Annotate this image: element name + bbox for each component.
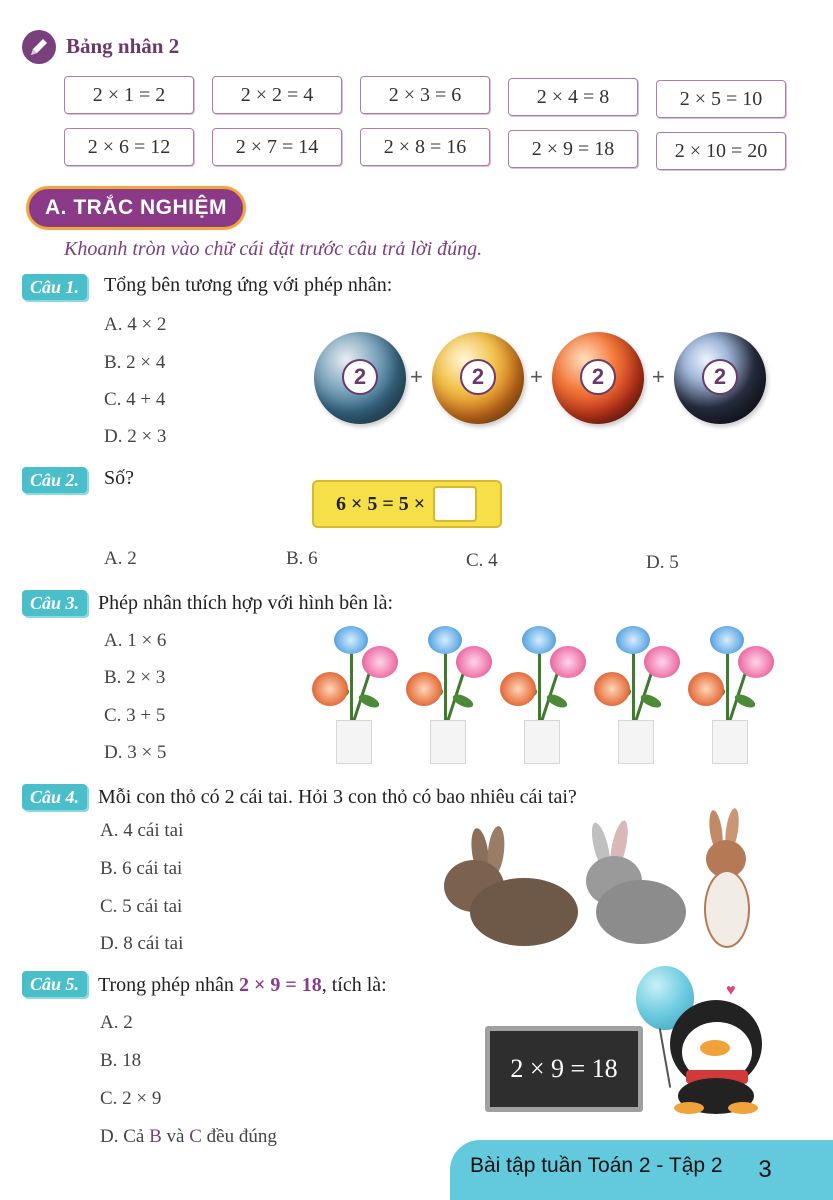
mult-fact: 2 × 3 = 6: [360, 76, 490, 114]
option-b[interactable]: B. 6 cái tai: [100, 858, 183, 879]
option-c[interactable]: C. 5 cái tai: [100, 896, 183, 917]
option-a[interactable]: A. 4 × 2: [104, 314, 167, 335]
answer-blank[interactable]: [433, 486, 477, 522]
option-c[interactable]: C. 3 + 5: [104, 705, 166, 726]
question-badge: Câu 3.: [22, 590, 87, 616]
question-text: Số?: [104, 467, 134, 489]
rabbit-image: [582, 818, 686, 948]
pencil-icon: [22, 30, 56, 64]
option-d[interactable]: D. Cả B và C đều đúng: [100, 1126, 277, 1147]
section-banner: A. TRẮC NGHIỆM: [26, 186, 246, 230]
question-badge: Câu 1.: [22, 274, 87, 300]
mult-fact: 2 × 5 = 10: [656, 80, 786, 118]
mult-fact: 2 × 8 = 16: [360, 128, 490, 166]
option-a[interactable]: A. 1 × 6: [104, 630, 167, 651]
option-d[interactable]: D. 5: [646, 552, 679, 573]
mult-fact: 2 × 7 = 14: [212, 128, 342, 166]
mult-fact: 2 × 4 = 8: [508, 78, 638, 116]
option-a[interactable]: A. 4 cái tai: [100, 820, 184, 841]
option-b[interactable]: B. 2 × 4: [104, 352, 166, 373]
marble-number: 2: [580, 359, 616, 395]
product-expression: 2 × 9 = 18: [238, 974, 322, 996]
option-b[interactable]: B. 2 × 3: [104, 667, 166, 688]
table-title: Bảng nhân 2: [66, 34, 180, 58]
equation-text: 6 × 5 = 5 ×: [336, 492, 426, 515]
option-b[interactable]: B. 6: [286, 548, 318, 569]
option-d[interactable]: D. 8 cái tai: [100, 933, 184, 954]
option-d[interactable]: D. 3 × 5: [104, 742, 167, 763]
flower-pot-image: [592, 624, 676, 766]
marble-number: 2: [460, 359, 496, 395]
question-text: Trong phép nhân 2 × 9 = 18, tích là:: [98, 974, 387, 996]
option-b[interactable]: B. 18: [100, 1050, 142, 1071]
option-a[interactable]: A. 2: [104, 548, 137, 569]
mult-fact: 2 × 2 = 4: [212, 76, 342, 114]
option-c[interactable]: C. 4: [466, 550, 498, 571]
rabbit-image: [440, 824, 580, 948]
question-text: Tổng bên tương ứng với phép nhân:: [104, 274, 393, 296]
flower-pot-image: [404, 624, 488, 766]
question-badge: Câu 4.: [22, 784, 87, 810]
flower-pot-image: [498, 624, 582, 766]
equation-box: [312, 480, 502, 528]
option-a[interactable]: A. 2: [100, 1012, 133, 1033]
question-text: Mỗi con thỏ có 2 cái tai. Hỏi 3 con thỏ có bao nhiêu cái tai?: [98, 786, 577, 808]
flower-pot-image: [686, 624, 770, 766]
penguin-balloon-image: ♥: [634, 966, 794, 1116]
mult-fact: 2 × 9 = 18: [508, 130, 638, 168]
question-text: Phép nhân thích hợp với hình bên là:: [98, 592, 393, 614]
chalkboard: 2 × 9 = 18: [485, 1026, 643, 1112]
option-c[interactable]: C. 4 + 4: [104, 389, 166, 410]
marble-number: 2: [702, 359, 738, 395]
marble-image: [674, 332, 766, 424]
mult-fact: 2 × 10 = 20: [656, 132, 786, 170]
marble-image: [552, 332, 644, 424]
option-d[interactable]: D. 2 × 3: [104, 426, 167, 447]
plus-sign: +: [410, 364, 423, 389]
page-number: 3: [758, 1156, 772, 1183]
marble-image: [432, 332, 524, 424]
option-c[interactable]: C. 2 × 9: [100, 1088, 162, 1109]
plus-sign: +: [652, 364, 665, 389]
mult-fact: 2 × 1 = 2: [64, 76, 194, 114]
question-badge: Câu 5.: [22, 971, 87, 997]
instruction-text: Khoanh tròn vào chữ cái đặt trước câu trả lời đúng.: [64, 238, 483, 260]
marble-image: [314, 332, 406, 424]
marble-number: 2: [342, 359, 378, 395]
question-badge: Câu 2.: [22, 467, 87, 493]
flower-pot-image: [310, 624, 394, 766]
rabbit-image: [700, 808, 756, 950]
mult-fact: 2 × 6 = 12: [64, 128, 194, 166]
plus-sign: +: [530, 364, 543, 389]
footer-title: Bài tập tuần Toán 2 - Tập 2: [470, 1154, 723, 1177]
